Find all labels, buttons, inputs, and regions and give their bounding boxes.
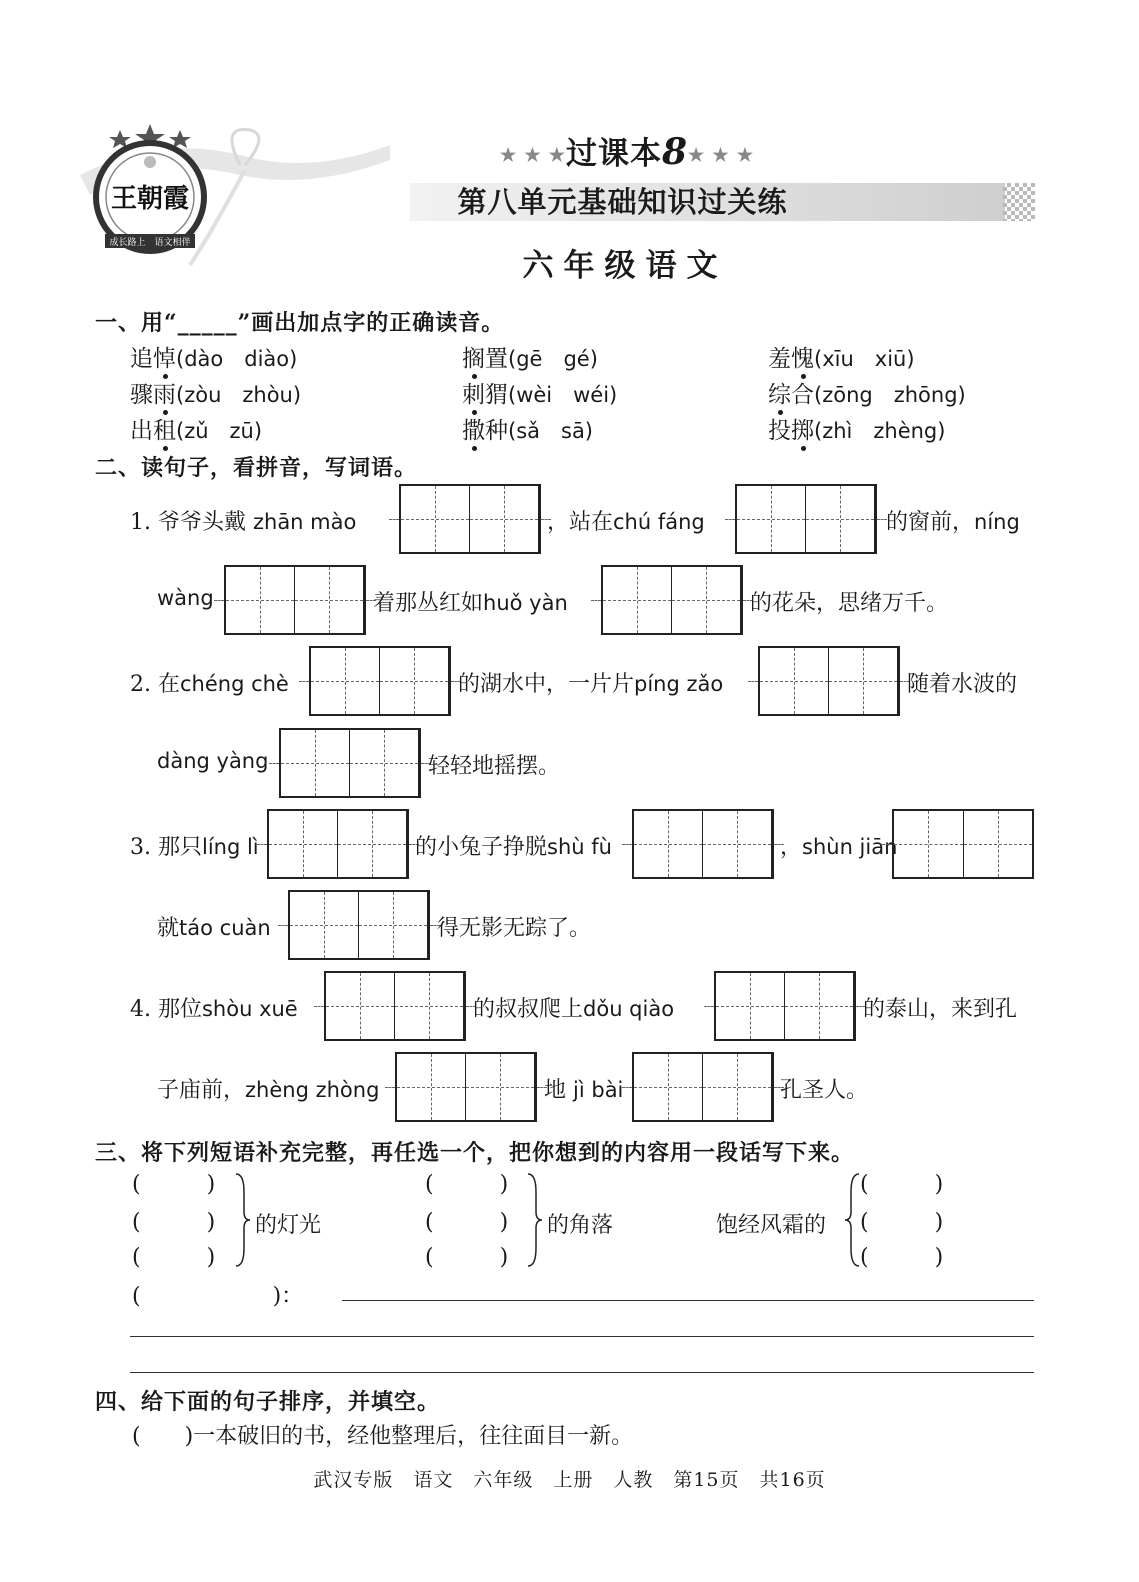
svg-text:王朝霞: 王朝霞: [110, 184, 190, 214]
blank-paren[interactable]: ( ): [132, 1210, 216, 1235]
tianzige-box[interactable]: [395, 1052, 537, 1122]
svg-text:成长路上 语文相伴: 成长路上 语文相伴: [109, 238, 191, 248]
sentence-text: ，站在chú fáng: [547, 510, 705, 535]
blank-paren[interactable]: ( ): [132, 1245, 216, 1270]
tianzige-box[interactable]: [288, 890, 430, 960]
q2-heading: 二、读句子，看拼音，写词语。: [95, 455, 418, 481]
q1-item: 投掷(zhì zhèng): [768, 418, 946, 444]
answer-line[interactable]: [130, 1336, 1034, 1337]
tianzige-box[interactable]: [224, 565, 366, 635]
phrase-text: 饱经风霜的: [716, 1213, 827, 1238]
sentence-text: 就táo cuàn: [157, 916, 271, 941]
sentence-text: wàng: [157, 586, 214, 610]
tianzige-box[interactable]: [892, 809, 1034, 879]
blank-paren[interactable]: ( ): [132, 1172, 216, 1197]
page-footer: 武汉专版 语文 六年级 上册 人教 第15页 共16页: [313, 1469, 826, 1491]
left-brace: [843, 1172, 861, 1268]
sentence-text: dàng yàng: [157, 749, 269, 773]
brand-logo: [85, 122, 215, 257]
tianzige-box[interactable]: [758, 646, 900, 716]
q1-item: 出租(zǔ zū): [130, 418, 263, 444]
subject-title: 六年级语文: [522, 248, 728, 284]
answer-line[interactable]: [130, 1372, 1034, 1373]
phrase-text: 的灯光: [255, 1213, 322, 1238]
phrase-text: 的角落: [547, 1213, 614, 1238]
q1-item: 羞愧(xīu xiū): [768, 346, 915, 372]
sentence-text: 的泰山，来到孔: [863, 997, 1018, 1022]
q1-item: 刺猬(wèi wéi): [462, 382, 618, 408]
blank-paren[interactable]: ( ): [425, 1210, 509, 1235]
page-title: 第八单元基础知识过关练: [457, 185, 788, 219]
tianzige-box[interactable]: [714, 971, 856, 1041]
sentence-text: 着那丛红如huǒ yàn: [373, 591, 568, 616]
q1-item: 综合(zōng zhōng): [768, 382, 966, 408]
sentence-text: 随着水波的: [907, 672, 1018, 697]
sentence-text: 轻轻地摇摆。: [428, 754, 561, 779]
blank-paren[interactable]: ( ): [860, 1172, 944, 1197]
answer-line[interactable]: [342, 1300, 1034, 1301]
blank-paren[interactable]: ( ): [860, 1210, 944, 1235]
checker-decoration: [1003, 183, 1035, 221]
series-label: ★ ★ ★过课本8★ ★ ★: [500, 131, 754, 173]
tianzige-box[interactable]: [632, 1052, 774, 1122]
q1-heading: 一、用“_____”画出加点字的正确读音。: [95, 310, 505, 336]
sentence-text: 地 jì bài: [544, 1078, 624, 1103]
blank-paren[interactable]: ( ): [860, 1245, 944, 1270]
sentence-text: 子庙前，zhèng zhòng: [157, 1078, 380, 1103]
answer-label[interactable]: ( )：: [132, 1284, 304, 1309]
blank-paren[interactable]: ( ): [425, 1172, 509, 1197]
q3-heading: 三、将下列短语补充完整，再任选一个，把你想到的内容用一段话写下来。: [95, 1140, 855, 1166]
sentence-text: 2. 在chéng chè: [130, 672, 289, 697]
sentence-text: 的窗前，níng: [886, 510, 1020, 535]
tianzige-box[interactable]: [279, 728, 421, 798]
tianzige-box[interactable]: [735, 484, 877, 554]
sentence-text: 孔圣人。: [780, 1078, 869, 1103]
sentence-text: 4. 那位shòu xuē: [130, 997, 298, 1022]
q1-item: 撒种(sǎ sā): [462, 418, 594, 444]
right-brace: [526, 1172, 544, 1268]
sentence-text: 3. 那只líng lì: [130, 835, 259, 860]
tianzige-box[interactable]: [267, 809, 409, 879]
q4-heading: 四、给下面的句子排序，并填空。: [95, 1389, 441, 1415]
q1-item: 追悼(dào diào): [130, 346, 298, 372]
q1-item: 搁置(gē gé): [462, 346, 598, 372]
sentence-text: 的叔叔爬上dǒu qiào: [473, 997, 675, 1022]
tianzige-box[interactable]: [632, 809, 774, 879]
right-brace: [234, 1172, 252, 1268]
tianzige-box[interactable]: [309, 646, 451, 716]
sentence-text: 1. 爷爷头戴 zhān mào: [130, 510, 357, 535]
ordering-sentence: ( )一本破旧的书，经他整理后，往往面目一新。: [132, 1424, 634, 1449]
sentence-text: 的小兔子挣脱shù fù: [415, 835, 612, 860]
blank-paren[interactable]: ( ): [425, 1245, 509, 1270]
sentence-text: 的花朵，思绪万千。: [750, 591, 949, 616]
tianzige-box[interactable]: [324, 971, 466, 1041]
sentence-text: 的湖水中，一片片píng zǎo: [458, 672, 724, 697]
sentence-text: ，shùn jiān: [780, 835, 898, 860]
tianzige-box[interactable]: [601, 565, 743, 635]
tianzige-box[interactable]: [399, 484, 541, 554]
sentence-text: 得无影无踪了。: [437, 916, 592, 941]
q1-item: 骤雨(zòu zhòu): [130, 382, 302, 408]
